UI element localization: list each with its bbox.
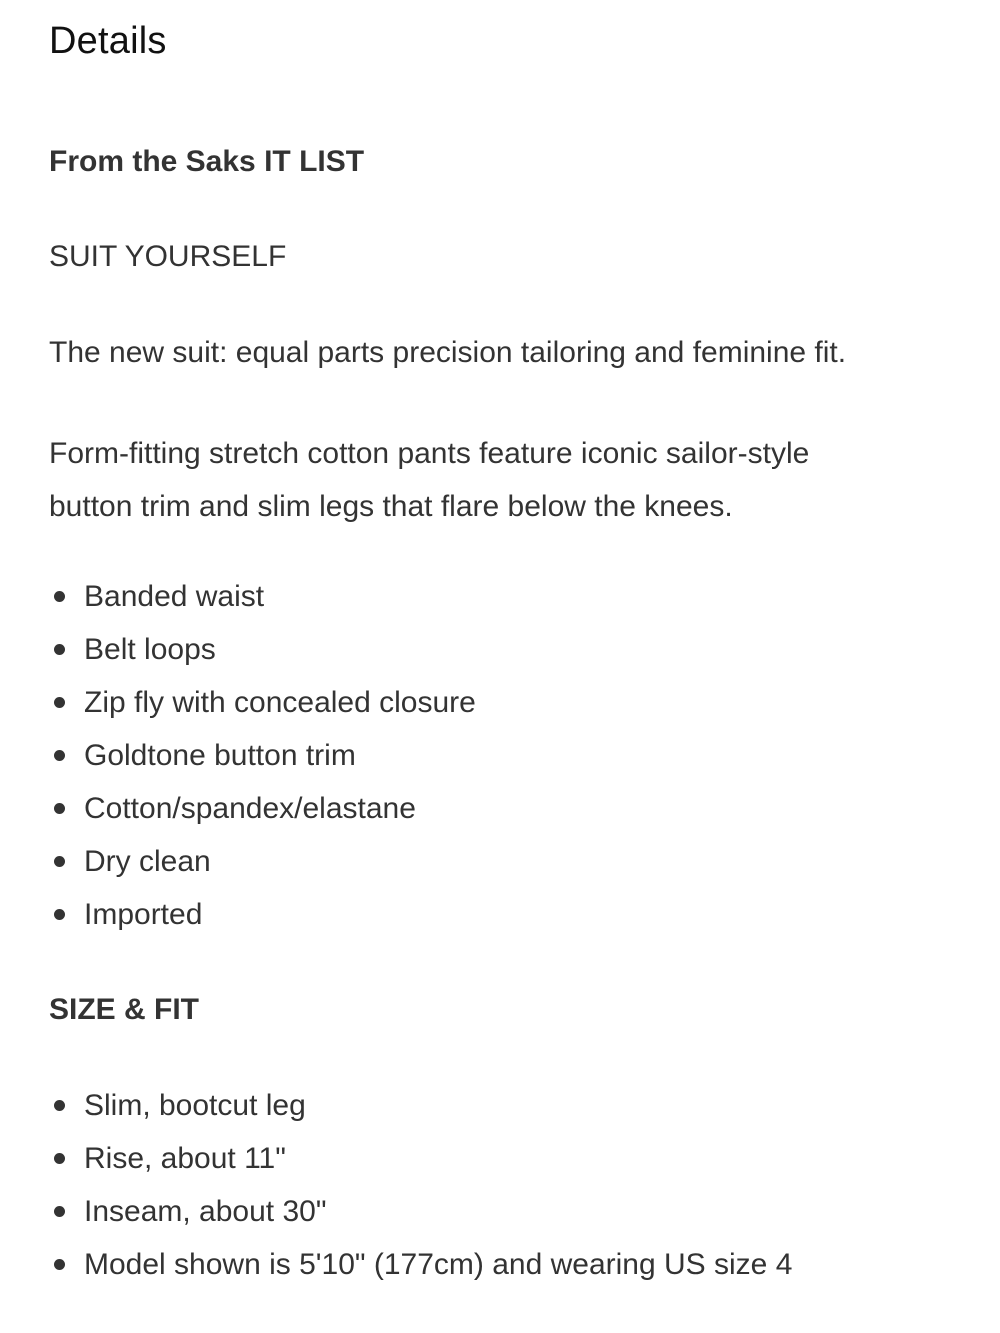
bullet-icon xyxy=(54,1259,65,1270)
feature-text: Banded waist xyxy=(84,580,265,613)
list-item xyxy=(49,1185,979,1238)
intro-paragraph: The new suit: equal parts precision tailoring and feminine fit. xyxy=(49,336,847,369)
bullet-icon xyxy=(54,856,65,867)
tagline: SUIT YOURSELF xyxy=(49,240,287,273)
list-item xyxy=(49,1079,979,1132)
list-item xyxy=(49,888,979,941)
list-item xyxy=(49,676,979,729)
list-item xyxy=(49,1238,979,1291)
feature-text: Dry clean xyxy=(84,845,211,878)
description-paragraph xyxy=(49,427,949,533)
list-item xyxy=(49,1132,979,1185)
size-fit-text: Rise, about 11" xyxy=(84,1142,286,1175)
it-list-heading: From the Saks IT LIST xyxy=(49,145,365,178)
size-fit-heading: SIZE & FIT xyxy=(49,993,199,1026)
size-fit-text: Model shown is 5'10" (177cm) and wearing US size 4 xyxy=(84,1248,793,1281)
list-item xyxy=(49,729,979,782)
details-heading: Details xyxy=(49,20,167,62)
bullet-icon xyxy=(54,1206,65,1217)
list-item xyxy=(49,623,979,676)
bullet-icon xyxy=(54,1100,65,1111)
feature-text: Belt loops xyxy=(84,633,216,666)
feature-text: Zip fly with concealed closure xyxy=(84,686,476,719)
list-item xyxy=(49,835,979,888)
bullet-icon xyxy=(54,697,65,708)
features-list xyxy=(49,570,979,941)
description-line: button trim and slim legs that flare below the knees. xyxy=(49,490,733,523)
size-fit-text: Inseam, about 30" xyxy=(84,1195,327,1228)
bullet-icon xyxy=(54,803,65,814)
bullet-icon xyxy=(54,750,65,761)
size-fit-text: Slim, bootcut leg xyxy=(84,1089,306,1122)
list-item xyxy=(49,570,979,623)
feature-text: Imported xyxy=(84,898,203,931)
list-item xyxy=(49,782,979,835)
feature-text: Goldtone button trim xyxy=(84,739,356,772)
description-line: Form-fitting stretch cotton pants feature iconic sailor-style xyxy=(49,437,810,470)
bullet-icon xyxy=(54,909,65,920)
bullet-icon xyxy=(54,591,65,602)
feature-text: Cotton/spandex/elastane xyxy=(84,792,416,825)
bullet-icon xyxy=(54,1153,65,1164)
bullet-icon xyxy=(54,644,65,655)
size-fit-list xyxy=(49,1079,979,1291)
